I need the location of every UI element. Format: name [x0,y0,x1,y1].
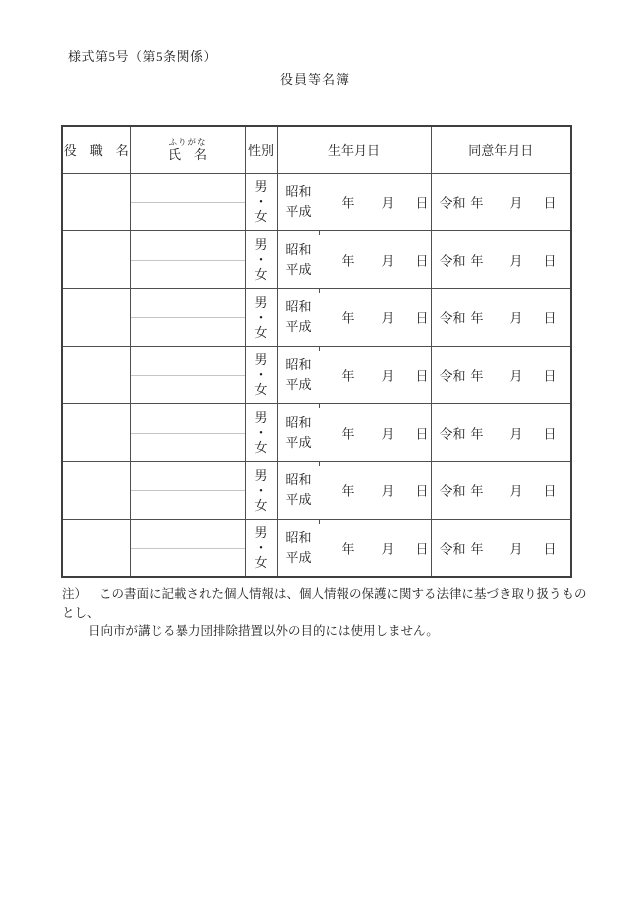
table-row [62,519,571,577]
day-label: 日 [543,368,557,384]
consent-date-cell [431,288,571,346]
consent-date-cell [431,173,571,231]
month-label: 月 [381,253,395,269]
birthdate-cell [277,461,431,519]
position-cell [62,173,130,231]
year-label: 年 [470,195,484,211]
era-tick-mark [319,288,320,293]
day-label: 日 [543,426,557,442]
officer-roster-table [61,125,572,578]
era-reiwa-label: 令和 [439,368,466,384]
day-label: 日 [415,426,429,442]
gender-options [246,237,277,282]
era-reiwa-label: 令和 [439,483,466,499]
era-heisei-label: 平成 [285,549,312,565]
day-label: 日 [415,253,429,269]
era-showa-label: 昭和 [285,529,312,545]
era-showa-label: 昭和 [285,472,312,488]
month-label: 月 [381,368,395,384]
gender-female-label: 女 [254,324,268,340]
month-label: 月 [381,195,395,211]
era-heisei-label: 平成 [285,492,312,508]
month-label: 月 [509,195,523,211]
birthdate-cell [277,288,431,346]
birth-era-options [286,528,312,568]
day-label: 日 [543,483,557,499]
day-label: 日 [543,310,557,326]
day-label: 日 [543,541,557,557]
note-line-1-text: この書面に記載された個人情報は、個人情報の保護に関する法律に基づき取り扱うものとし、 [62,587,587,620]
gender-options [246,525,277,570]
day-label: 日 [415,195,429,211]
gender-options [246,295,277,340]
note-line-2: 日向市が講じる暴力団排除措置以外の目的には使用しません。 [88,624,439,638]
year-label: 年 [470,253,484,269]
month-label: 月 [509,310,523,326]
position-cell [62,346,130,404]
gender-options [246,410,277,455]
position-cell [62,231,130,289]
furigana-divider-line [131,433,245,434]
gender-cell [245,231,277,289]
gender-female-label: 女 [254,382,268,398]
furigana-divider-line [131,548,245,549]
gender-female-label: 女 [254,267,268,283]
era-reiwa-label: 令和 [439,541,466,557]
era-tick-mark [319,230,320,235]
gender-cell [245,173,277,231]
position-cell [62,288,130,346]
note-prefix: 注） [62,587,88,601]
name-cell [130,231,245,289]
header-name-label: 氏 名 [167,146,207,162]
table-row [62,231,571,289]
year-label: 年 [341,253,355,269]
gender-female-label: 女 [254,497,268,513]
gender-dot: ・ [254,252,268,268]
gender-dot: ・ [254,194,268,210]
gender-male-label: 男 [254,237,268,253]
month-label: 月 [381,483,395,499]
furigana-divider-line [131,490,245,491]
header-row [62,126,571,173]
era-showa-label: 昭和 [285,241,312,257]
day-label: 日 [543,195,557,211]
name-cell [130,346,245,404]
era-reiwa-label: 令和 [439,195,466,211]
year-label: 年 [341,483,355,499]
gender-female-label: 女 [254,209,268,225]
birth-era-options [286,470,312,510]
birth-era-options [286,297,312,337]
month-label: 月 [381,541,395,557]
era-tick-mark [319,346,320,351]
gender-options [246,468,277,513]
month-label: 月 [509,368,523,384]
page-title: 役員等名簿 [279,72,350,87]
era-heisei-label: 平成 [285,203,312,219]
gender-options [246,179,277,224]
header-gender: 性別 [245,126,277,173]
day-label: 日 [415,368,429,384]
era-reiwa-label: 令和 [439,253,466,269]
officer-table-body [62,173,571,577]
month-label: 月 [509,426,523,442]
header-birthdate: 生年月日 [277,126,431,173]
gender-male-label: 男 [254,294,268,310]
birth-era-options [286,240,312,280]
gender-male-label: 男 [254,410,268,426]
year-label: 年 [341,541,355,557]
era-heisei-label: 平成 [285,434,312,450]
era-tick-mark [319,403,320,408]
table-row [62,461,571,519]
name-cell [130,461,245,519]
gender-male-label: 男 [254,525,268,541]
year-label: 年 [341,426,355,442]
gender-dot: ・ [254,367,268,383]
header-name-stack [131,138,245,162]
year-label: 年 [470,541,484,557]
birthdate-cell [277,173,431,231]
consent-date-cell [431,346,571,404]
consent-date-cell [431,231,571,289]
position-cell [62,461,130,519]
furigana-divider-line [131,202,245,203]
gender-cell [245,461,277,519]
gender-dot: ・ [254,309,268,325]
era-tick-mark [319,461,320,466]
day-label: 日 [415,541,429,557]
month-label: 月 [509,253,523,269]
year-label: 年 [470,483,484,499]
gender-dot: ・ [254,540,268,556]
era-reiwa-label: 令和 [439,310,466,326]
year-label: 年 [341,368,355,384]
birth-era-options [286,413,312,453]
gender-male-label: 男 [254,352,268,368]
furigana-divider-line [131,317,245,318]
year-label: 年 [470,426,484,442]
name-cell [130,404,245,462]
furigana-divider-line [131,375,245,376]
era-heisei-label: 平成 [285,319,312,335]
form-number: 様式第5号（第5条関係） [68,49,218,64]
gender-dot: ・ [254,482,268,498]
year-label: 年 [341,195,355,211]
year-label: 年 [341,310,355,326]
header-furigana-label: ふりがな [168,136,207,147]
consent-date-cell [431,519,571,577]
year-label: 年 [470,310,484,326]
month-label: 月 [509,483,523,499]
gender-dot: ・ [254,425,268,441]
table-row [62,346,571,404]
position-cell [62,404,130,462]
gender-cell [245,346,277,404]
birthdate-cell [277,231,431,289]
gender-female-label: 女 [254,555,268,571]
table-row [62,173,571,231]
gender-cell [245,288,277,346]
year-label: 年 [470,368,484,384]
header-consent-date: 同意年月日 [431,126,571,173]
day-label: 日 [543,253,557,269]
month-label: 月 [509,541,523,557]
era-heisei-label: 平成 [285,261,312,277]
day-label: 日 [415,310,429,326]
month-label: 月 [381,310,395,326]
furigana-divider-line [131,260,245,261]
gender-cell [245,404,277,462]
header-name [130,126,245,173]
table-row [62,404,571,462]
month-label: 月 [381,426,395,442]
table-row [62,288,571,346]
birth-era-options [286,182,312,222]
consent-date-cell [431,461,571,519]
gender-female-label: 女 [254,440,268,456]
position-cell [62,519,130,577]
consent-date-cell [431,404,571,462]
era-showa-label: 昭和 [285,299,312,315]
gender-male-label: 男 [254,179,268,195]
note-line-1 [62,585,592,622]
birth-era-options [286,355,312,395]
note [62,585,592,641]
era-showa-label: 昭和 [285,414,312,430]
gender-options [246,352,277,397]
era-tick-mark [319,519,320,524]
birthdate-cell [277,519,431,577]
gender-cell [245,519,277,577]
birthdate-cell [277,346,431,404]
gender-male-label: 男 [254,467,268,483]
day-label: 日 [415,483,429,499]
era-showa-label: 昭和 [285,183,312,199]
era-reiwa-label: 令和 [439,426,466,442]
birthdate-cell [277,404,431,462]
header-position: 役 職 名 [62,126,130,173]
era-showa-label: 昭和 [285,356,312,372]
era-heisei-label: 平成 [285,376,312,392]
name-cell [130,519,245,577]
name-cell [130,173,245,231]
name-cell [130,288,245,346]
